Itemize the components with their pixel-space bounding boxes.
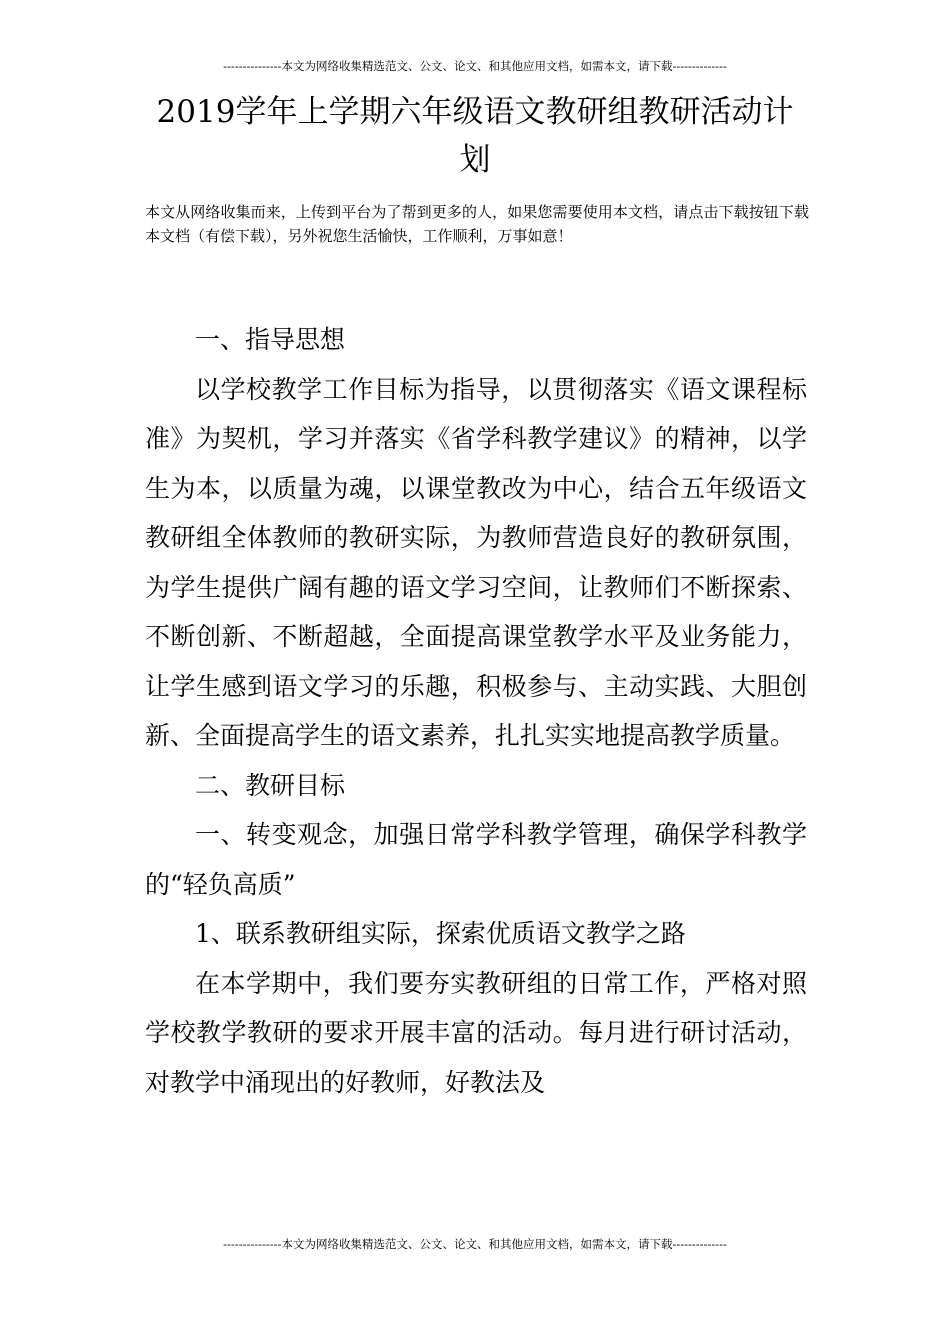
intro-paragraph: 本文从网络收集而来，上传到平台为了帮到更多的人，如果您需要使用本文档，请点击下载按钮下载本文档（有偿下载），另外祝您生活愉快，工作顺利，万事如意！: [145, 203, 809, 245]
body-paragraph: 在本学期中，我们要夯实教研组的日常工作，严格对照学校教学教研的要求开展丰富的活动。每月进行研讨活动，对教学中涌现出的好教师，好教法及: [145, 968, 807, 1097]
document-body: [145, 315, 807, 1107]
subheading-item-1: 1、联系教研组实际，探索优质语文教学之路: [195, 919, 686, 948]
footer-note: ---------------本文为网络收集精选范文、公文、论文、和其他应用文档，如需本文，请下载--------------: [223, 1237, 727, 1251]
body-paragraph: 以学校教学工作目标为指导，以贯彻落实《语文课程标准》为契机，学习并落实《省学科教学建议》的精神，以学生为本，以质量为魂，以课堂教改为中心，结合五年级语文教研组全体教师的教研实际，为教师营造良好的教研氛围，为学生提供广阔有趣的语文学习空间，让教师们不断探索、不断创新、不断超越，全面提高课堂教学水平及业务能力，让学生感到语文学习的乐趣，积极参与、主动实践、大胆创新、全面提高学生的语文素养，扎扎实实地提高教学质量。: [145, 374, 807, 750]
section-heading-guiding-thought: 一、指导思想: [195, 325, 346, 354]
document-title: 2019学年上学期六年级语文教研组教研活动计划: [156, 94, 794, 178]
subheading-change-concepts: 一、转变观念，加强日常学科教学管理，确保学科教学的“轻负高质”: [145, 820, 807, 899]
section-heading-research-goals: 二、教研目标: [195, 770, 346, 800]
header-note: ---------------本文为网络收集精选范文、公文、论文、和其他应用文档，如需本文，请下载--------------: [223, 59, 727, 73]
